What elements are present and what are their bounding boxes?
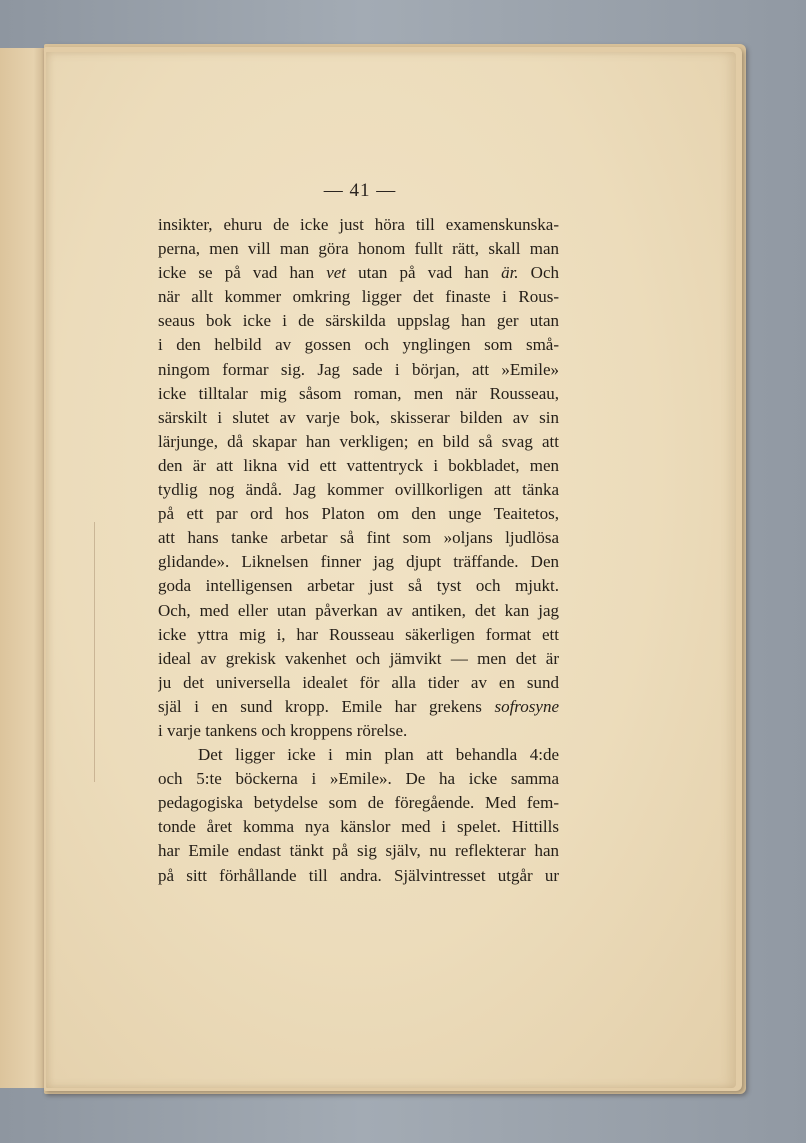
text-line: lärjunge, då skapar han verkligen; en bild så svag att: [158, 431, 559, 451]
text-line: [158, 695, 559, 719]
text-line: pedagogiska betydelse som de föregående. Med fem-: [158, 793, 559, 813]
text-line: insikter, ehuru de icke just höra till examenskunska-: [158, 215, 559, 234]
italic-word: sofrosyne: [494, 696, 559, 716]
text-segment: icke se på vad han: [158, 263, 327, 283]
body-text: [158, 213, 559, 888]
text-line: tydlig nog ändå. Jag kommer ovillkorligen att tänka: [158, 480, 559, 500]
text-line: icke tilltalar mig såsom roman, men när Rousseau,: [158, 383, 559, 403]
text-line: har Emile endast tänkt på sig själv, nu reflekterar han: [158, 841, 559, 861]
text-line: seaus bok icke i de särskilda uppslag han ger utan: [158, 311, 559, 331]
text-line: [158, 261, 559, 285]
text-line: på sitt förhållande till andra. Självintresset utgår ur: [158, 865, 559, 885]
page-number: — 41 —: [323, 180, 397, 201]
text-line: den är att likna vid ett vattentryck i bokbladet, men: [158, 455, 559, 475]
text-line: när allt kommer omkring ligger det finaste i Rous-: [158, 287, 559, 307]
text-line: perna, men vill man göra honom fullt rätt, skall man: [158, 239, 559, 259]
text-line: glidande». Liknelsen finner jag djupt träffande. Den: [158, 552, 559, 572]
text-line: och 5:te böckerna i »Emile». De ha icke samma: [158, 769, 559, 789]
italic-word: är.: [501, 263, 519, 283]
text-line: ju det universella idealet för alla tider av en sund: [158, 672, 559, 692]
text-segment: själ i en sund kropp. Emile har grekens: [158, 696, 495, 716]
italic-word: vet: [326, 263, 347, 283]
text-line: tonde året komma nya känslor med i spelet. Hittills: [158, 817, 559, 837]
paragraph-start-line: Det ligger icke i min plan att behandla 4:de: [198, 745, 559, 765]
text-segment: Och: [518, 263, 559, 283]
gutter-crease: [94, 522, 95, 782]
previous-page-edge: [0, 48, 49, 1088]
text-line: ningom formar sig. Jag sade i början, att »Emile»: [158, 359, 559, 379]
text-line: att hans tanke arbetar så fint som »oljans ljudlösa: [158, 528, 559, 548]
paragraph-end-line: i varje tankens och kroppens rörelse.: [158, 720, 408, 740]
text-segment: utan på vad han: [346, 263, 502, 283]
text-line: icke yttra mig i, har Rousseau säkerligen format ett: [158, 624, 559, 644]
text-line: ideal av grekisk vakenhet och jämvikt — men det är: [158, 648, 559, 668]
text-line: goda intelligensen arbetar just så tyst och mjukt.: [158, 576, 559, 596]
text-line: särskilt i slutet av varje bok, skisserar bilden av sin: [158, 407, 559, 427]
text-line: i den helbild av gossen och ynglingen som små-: [158, 335, 559, 355]
text-line: Och, med eller utan påverkan av antiken, det kan jag: [158, 600, 559, 620]
text-line: på ett par ord hos Platon om den unge Teaitetos,: [158, 504, 559, 524]
